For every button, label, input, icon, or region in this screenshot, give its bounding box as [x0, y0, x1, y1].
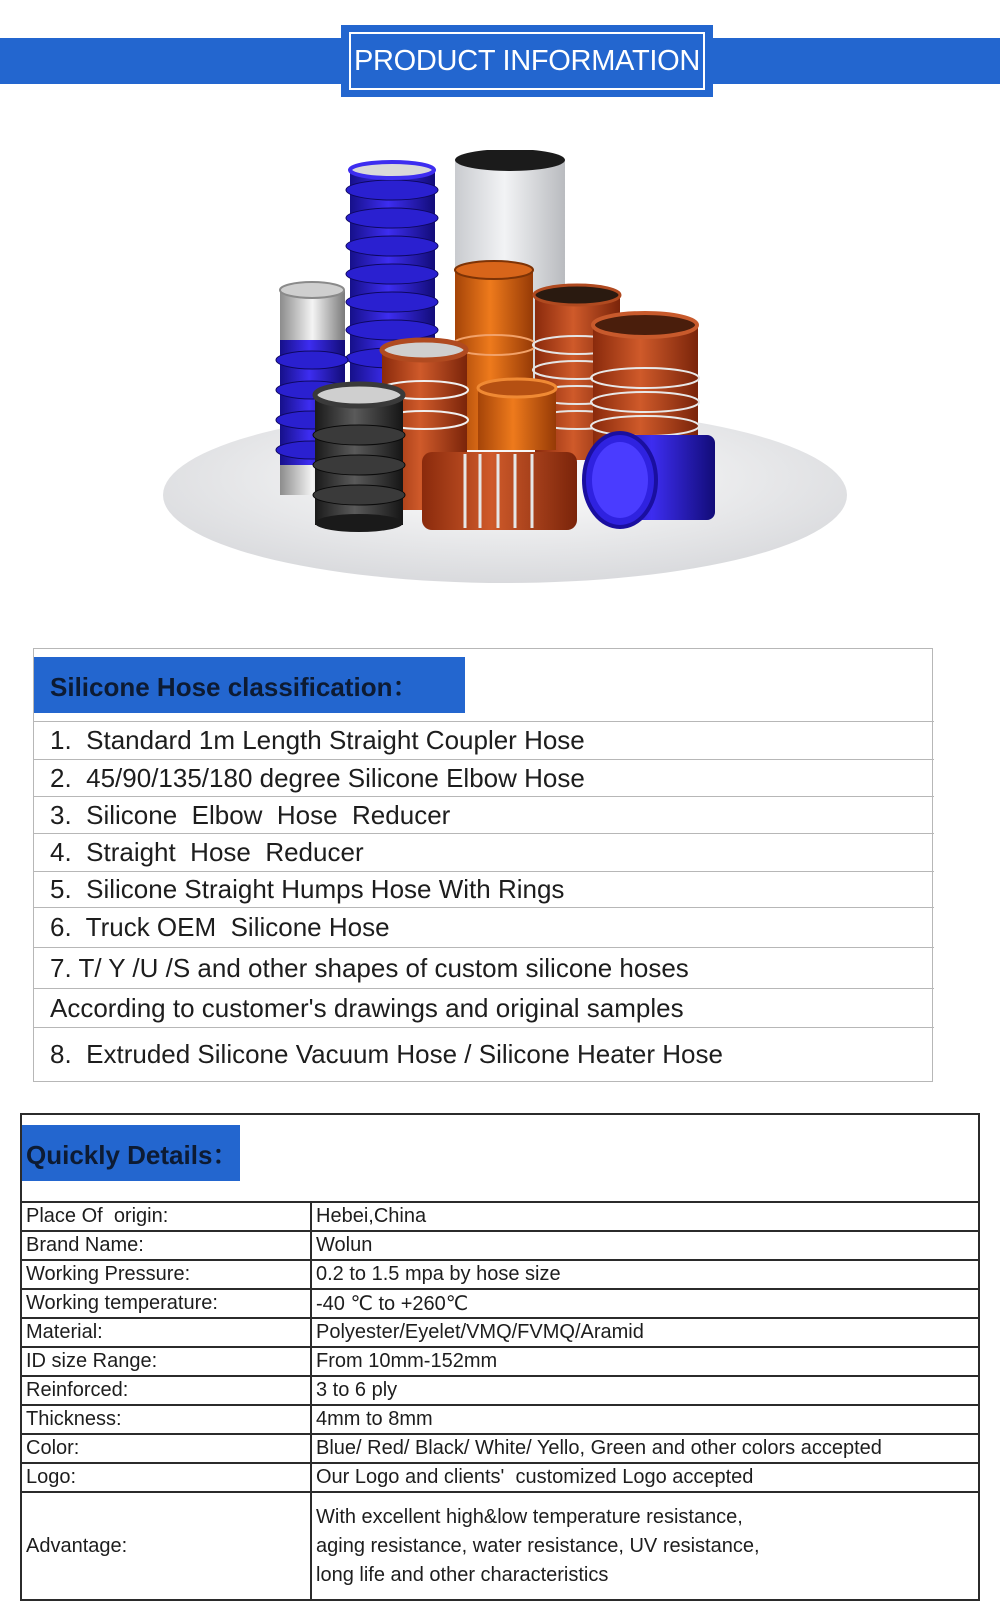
classification-item: 1. Standard 1m Length Straight Coupler Hose: [34, 722, 934, 760]
classification-item: 2. 45/90/135/180 degree Silicone Elbow Hose: [34, 760, 934, 797]
silicone-hoses-illustration: [160, 150, 850, 600]
details-key: Thickness:: [22, 1406, 312, 1433]
details-value: Blue/ Red/ Black/ White/ Yello, Green and other colors accepted: [316, 1437, 882, 1459]
advantage-line: long life and other characteristics: [316, 1563, 609, 1586]
classification-item: According to customer's drawings and original samples: [34, 989, 934, 1028]
advantage-line: With excellent high&low temperature resistance,: [316, 1505, 743, 1528]
classification-title: Silicone Hose classification：: [50, 671, 419, 702]
classification-item: 8. Extruded Silicone Vacuum Hose / Silicone Heater Hose: [50, 1039, 723, 1069]
header-title-frame: [349, 32, 705, 90]
advantage-line: aging resistance, water resistance, UV resistance,: [316, 1534, 760, 1557]
details-row-logo: [22, 1464, 978, 1493]
details-value: 0.2 to 1.5 mpa by hose size: [316, 1263, 561, 1285]
classification-item: 5. Silicone Straight Humps Hose With Rings: [34, 872, 934, 908]
details-value: -40 ℃ to +260℃: [316, 1293, 469, 1315]
details-value: Wolun: [316, 1234, 373, 1256]
details-row-origin: [22, 1203, 978, 1232]
details-row-advantage: [22, 1493, 978, 1599]
classification-item: 6. Truck OEM Silicone Hose: [34, 908, 934, 948]
details-header: [22, 1115, 978, 1203]
details-title: Quickly Details：: [26, 1139, 239, 1170]
classification-header: [34, 649, 934, 722]
classification-title-badge: [34, 657, 465, 713]
details-row-temperature: [22, 1290, 978, 1319]
product-image: [160, 150, 850, 600]
details-row-color: [22, 1435, 978, 1464]
details-key: Material:: [22, 1319, 312, 1346]
header-title-box: [341, 25, 713, 97]
details-key: Color:: [22, 1435, 312, 1462]
details-value: From 10mm-152mm: [316, 1350, 498, 1372]
page-title: PRODUCT INFORMATION: [353, 44, 701, 77]
details-value: 3 to 6 ply: [316, 1379, 398, 1401]
details-key: Advantage:: [22, 1493, 312, 1599]
details-key: Brand Name:: [22, 1232, 312, 1259]
details-value: Hebei,China: [316, 1205, 427, 1227]
details-key: Reinforced:: [22, 1377, 312, 1404]
details-key: ID size Range:: [22, 1348, 312, 1375]
details-row-brand: [22, 1232, 978, 1261]
details-key: Place Of origin:: [22, 1203, 312, 1230]
details-title-badge: [22, 1125, 240, 1181]
classification-item: 3. Silicone Elbow Hose Reducer: [34, 797, 934, 834]
details-row-reinforced: [22, 1377, 978, 1406]
details-value: Polyester/Eyelet/VMQ/FVMQ/Aramid: [316, 1321, 644, 1343]
details-table: [20, 1113, 980, 1601]
details-row-pressure: [22, 1261, 978, 1290]
details-key: Working temperature:: [22, 1290, 312, 1317]
details-value: Our Logo and clients' customized Logo accepted: [316, 1466, 754, 1488]
details-key: Logo:: [22, 1464, 312, 1491]
details-row-material: [22, 1319, 978, 1348]
classification-item: 4. Straight Hose Reducer: [34, 834, 934, 872]
details-key: Working Pressure:: [22, 1261, 312, 1288]
details-row-thickness: [22, 1406, 978, 1435]
details-row-id-size: [22, 1348, 978, 1377]
classification-table: [33, 648, 933, 1082]
details-value: 4mm to 8mm: [316, 1408, 433, 1430]
classification-item: 7. T/ Y /U /S and other shapes of custom silicone hoses: [34, 948, 934, 989]
details-value-multiline: [312, 1493, 978, 1599]
